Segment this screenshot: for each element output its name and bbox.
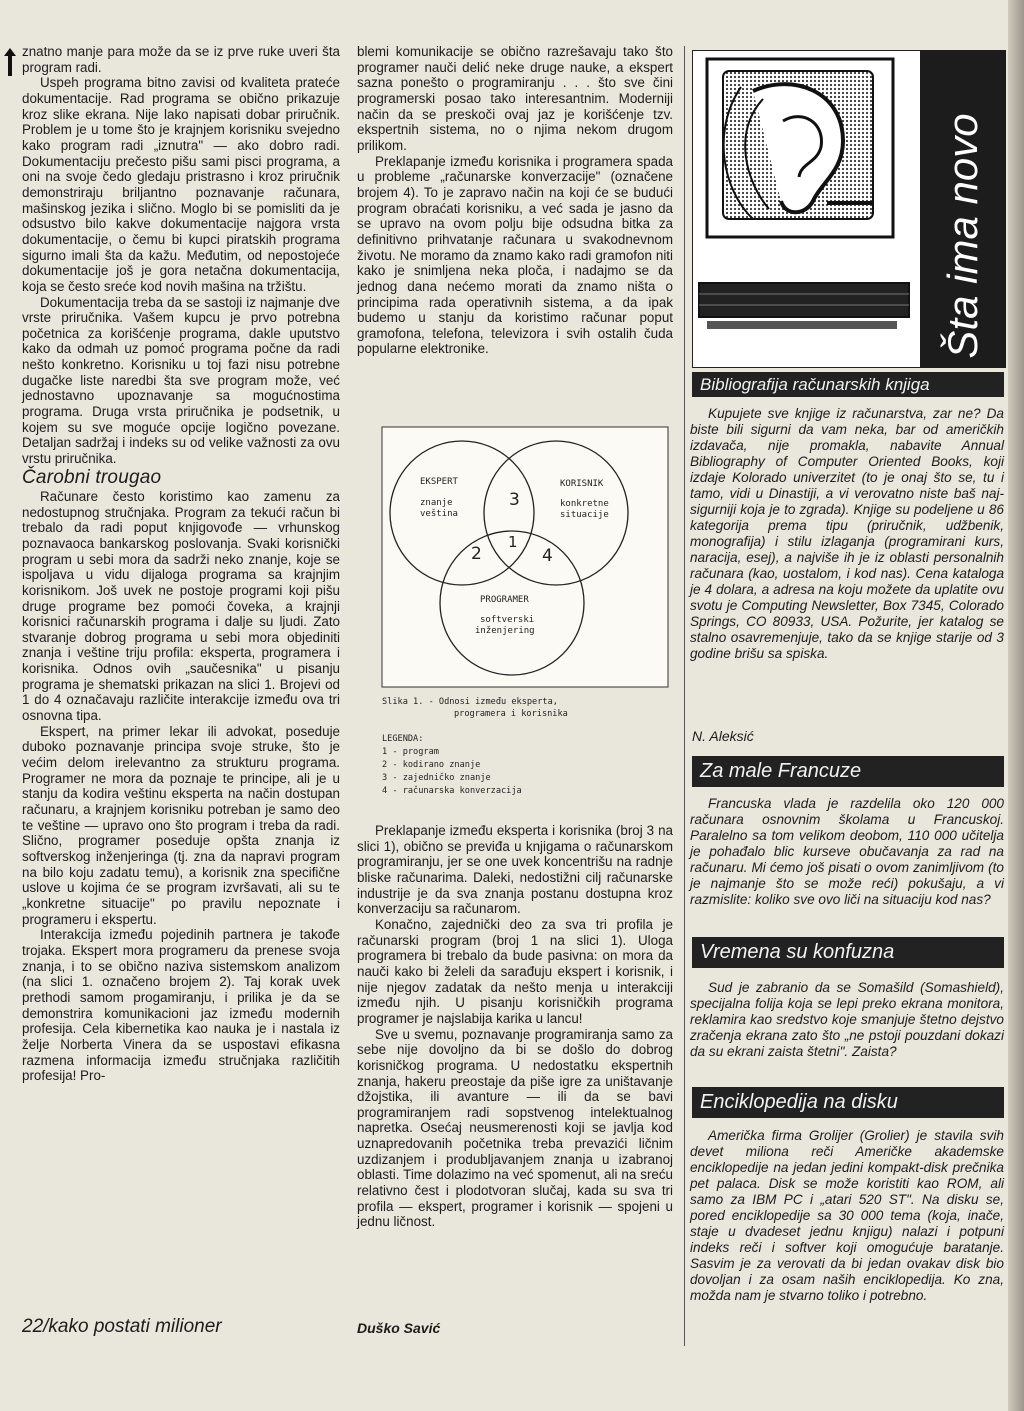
news-author: N. Aleksić	[692, 728, 754, 744]
legend-item: 2 - kodirano znanje	[382, 760, 481, 770]
paragraph: Uspeh programa bitno zavisi od kvaliteta prateće dokumentacije. Rad programa se obično prikazuje kroz slike ekrana. Nije lako napisati dobar priručnik. Problem je u tome što je krajnjem korisniku svejedno kako program radi „iznutra" — ako dobro radi. Dokumentaciju prečesto pišu sami pisci programa, a oni na svoje čedo gledaju pristrasno i kroz priručnik demonstriraju briljantno poznavanje računara, mašinskog jezika i slično. Moglo bi se pomisliti da je odsustvo bilo kakve dokumentacije najgora vrsta dokumentacije, o čemu bi kupci piratskih programa sigurno imali šta da kažu. Međutim, od nepostojeće dokumentacije još je gora netačna dokumentacija, koja se često sreće kod novih mašina na tržištu.	[22, 75, 340, 294]
region-2: 2	[471, 544, 482, 564]
expert-sub-1: znanje	[420, 498, 453, 508]
news-title-encyclopedia: Enciklopedija na disku	[692, 1087, 1004, 1118]
venn-diagram-figure	[368, 425, 670, 805]
news-title-confusing: Vremena su konfuzna	[692, 937, 1004, 968]
programmer-label: PROGRAMER	[480, 595, 529, 605]
news-title-bibliography: Bibliografija računarskih knjiga	[692, 372, 1004, 397]
user-sub-2: situacije	[560, 510, 609, 520]
figure-caption-2: programera i korisnika	[454, 709, 568, 719]
paragraph: Kupujete sve knjige iz računarstva, zar ne? Da biste bili sigurni da vam neka, bar od američkih izdavača, nije promakla, nabavite Annual Bibliography of Computer Oriented Books, koji izdaje Kolorado univerzitet (to je onaj što se, tu i tamo, vidi u Dinastiji, a vi verovatno niste baš naj-sigurniji koja je to zgrada). Knjige su podeljene u 86 kategorija prema tipu (priručnik, udžbenik, monografija) i stilu izlaganja (programirani kurs, naracija, esej), a najviše ih je iz oblasti personalnih računara (kao, uostalom, i kod nas). Cena kataloga je 4 dolara, a adresa na koju možete da uplatite ovu svotu je Computing Newsletter, Box 7345, Colorado Springs, CO 80933, USA. Požurite, jer katalog se stalno osavremenjuje, tako da se knjige starije od 3 godine brišu sa spiska.	[690, 406, 1004, 661]
legend-item: 1 - program	[382, 747, 439, 757]
page-footer: 22/kako postati milioner	[22, 1316, 222, 1337]
paragraph: znatno manje para može da se iz prve ruke uveri šta program radi.	[22, 44, 340, 75]
paragraph: Preklapanje između eksperta i korisnika (broj 3 na slici 1), obično se previđa u knjigama o računarskom programiranju, jer se one uvek koncentrišu na radnje bliske računarima. Daleki, nedostižni cilj računarske industrije je da sva znanja postanu dostupna kroz konverzaciju sa računarom.	[357, 823, 673, 917]
paragraph: Sud je zabranio da se Somašild (Somashield), specijalna folija koja se lepi preko ekrana monitora, reklamira kao sredstvo koje smanjuje štetno dejstvo zračenja ekrana zato što „ne pstoji pouzdani dokazi da su ekrani zaista štetni". Zaista?	[690, 980, 1004, 1059]
news-title-france: Za male Francuze	[692, 756, 1004, 787]
expert-sub-2: veština	[420, 509, 458, 519]
article-column-2-continued	[357, 823, 673, 1230]
venn-diagram	[368, 425, 670, 805]
article-column-2	[357, 44, 673, 357]
paragraph: blemi komunikacije se obično razrešavaju tako što programer nauči delić neke druge nauke, a ekspert sazna ponešto o programiranju . . . što sve čini programerski posao tako interesantnim. Moderniji način da se preskoči ovaj jaz je korišćenje tzv. ekspertnih sistema, no o njima nekom drugom prilikom.	[357, 44, 673, 153]
region-3: 3	[509, 490, 520, 510]
legend-item: 3 - zajedničko znanje	[382, 773, 491, 783]
region-1: 1	[508, 533, 518, 551]
programmer-sub-2: inženjering	[475, 626, 535, 636]
user-sub-1: konkretne	[560, 499, 609, 509]
column-divider	[684, 46, 685, 1346]
news-body-bibliography	[690, 406, 1004, 662]
paragraph: Ekspert, na primer lekar ili advokat, poseduje duboko poznavanje principa svoje struke, što je većim delom irelevantno za strukturu programa. Programer ne mora da poznaje te principe, ali je u stanju da kodira veštinu eksperta na način dostupan računaru, a krajnjem korisniku potreban je samo deo te veštine — upravo ono što program i treba da radi. Slično, programer poseduje opšta znanja iz softverskog inženjeringa (tj. zna da napravi program na bilo koju zadatu temu), a korisnik zna specifične uslove u kojima će se program izvršavati, ali su te „konkretne situacije" po pravilu nepoznate i programeru i ekspertu.	[22, 723, 340, 927]
computer-ear-icon	[693, 51, 921, 367]
user-label: KORISNIK	[560, 479, 604, 489]
expert-label: EKSPERT	[420, 477, 458, 487]
paragraph: Računare često koristimo kao zamenu za nedostupnog stručnjaka. Program za tekući račun bi trebalo da radi poput knjigovođe — vrhunskog poznavaoca bankarskog poslovanja. Svaki korisnički program u sebi mora da sadrži neko znanje, koje se ispoljava u vidu dijaloga programa sa krajnjim korisnikom. Još uvek ne postoje programi koji pišu druge programe bez pomoći čoveka, a krajnji korisnici računarskih programa i dalje su ljudi. Zato stvaranje dobrog programa u sebi mora objediniti znanja i veštine triju profila: eksperta, programera i korisnika. Odnos ovih „saučesnika" u pisanju programa je shematski prikazan na slici 1. Brojevi od 1 do 4 označavaju različite interakcije između ova tri osnovna tipa.	[22, 488, 340, 724]
paragraph: Sve u svemu, poznavanje programiranja samo za sebe nije dovoljno da bi se došlo do dobrog korisničkog programa. U nedostatku ekspertnih znanja, hakeru preostaje da piše igre za uništavanje džojstika, ili avanture — ili da se bavi programiranjem radi sopstvenog intelektualnog napretka. Osećaj neusmerenosti koji se javlja kod uznapredovanih početnika treba prevazići ličnim uzdizanjem i produbljavanjem znanja u izabranoj oblasti. Time dolazimo na već spomenut, ali na sreću relativno čest i plodotvoran slučaj, kada su sva tri profila — ekspert, programer i korisnik — spojeni u jednu ličnost.	[357, 1026, 673, 1230]
legend-title: LEGENDA:	[382, 734, 424, 744]
sidebar-section-title	[920, 50, 1006, 368]
paragraph: Američka firma Grolijer (Grolier) je stavila svih devet miliona reči Američke akademske enciklopedije na jedan jedini kompakt-disk prečnika pet palaca. Disk se može koristiti kao ROM, ali samo za IBM PC i „atari 520 ST". Na disku se, pored enciklopedije sa 30 000 tema (koja, inače, staje u dvadeset jednu knjigu) nalazi i potpuni indeks reči i softver koji omogućuje baratanje. Sasvim je za verovati da bi jedan ovakav disk bio dovoljan i za osam naših enciklopedija. Ko zna, možda nam je stvarno toliko i potrebno.	[690, 1128, 1004, 1303]
news-body-encyclopedia	[690, 1128, 1004, 1304]
paragraph: Dokumentacija treba da se sastoji iz najmanje dve vrste priručnika. Vašem kupcu je prvo potrebna početnica za korišćenje programa, dakle uputstvo kako da odmah uz pomoć programa počne da radi nešto konkretno. Korisniku u toj fazi nisu potrebne dugačke liste naredbi šta sve program može, već jednostavno upoznavanje sa mogućnostima programa. Druga vrsta priručnika je podsetnik, u kojem su sve moguće opcije logično povezane. Detaljan sadržaj i indeks su od velike važnosti za ovu vrstu priručnika.	[22, 294, 340, 467]
paragraph: Preklapanje između korisnika i programera spada u probleme „računarske konverzacije" (označene brojem 4). To je zapravo način na koji će se budući program obraćati korisniku, a već sada je jasno da se upravo na ovom polju bije odsudna bitka za definitivno prihvatanje računara u svakodnevnom životu. Ne moramo da znamo kako radi gramofon niti kako je snimljena neka ploča, i nadajmo se da jednog dana nećemo morati da znamo ništa o principima rada operativnih sistema, a da ipak budemo u stanju da koristimo računar poput gramofona, telefona, televizora i svih ostalih čuda popularne elektronike.	[357, 153, 673, 357]
programmer-sub-1: softverski	[480, 615, 535, 625]
section-title-text: Šta ima novo	[939, 113, 986, 359]
news-body-confusing	[690, 980, 1004, 1060]
news-body-france	[690, 796, 1004, 908]
paragraph: Konačno, zajednički deo za sva tri profila je računarski program (broj 1 na slici 1). Uloga programera bi trebalo da bude pasivna: on mora da nauči kako bi želeli da sarađuju ekspert i korisnik, i nije njegov zadatak da nešto menja u interakciji između njih. U pisanju korisničkih programa programer je najslabija karika u lancu!	[357, 916, 673, 1026]
article-author: Duško Savić	[357, 1320, 441, 1336]
region-4: 4	[542, 546, 553, 566]
page-binding-edge	[1008, 0, 1024, 1411]
article-column-1	[22, 44, 340, 1084]
arrow-bullet-icon	[2, 48, 18, 76]
figure-caption: Slika 1. - Odnosi između eksperta,	[382, 697, 558, 707]
paragraph: Francuska vlada je razdelila oko 120 000 računara osnovnim školama u Francuskoj. Paralelno sa tom velikom deobom, 110 000 učitelja je pohađalo blic kurseve obučavanja za rad na računaru. Mi ćemo još pisati o ovom zanimljivom (to je najmanje što se može reći) pokušaju, a vi razmislite: koliko sve ovo liči na situaciju kod nas?	[690, 796, 1004, 907]
section-heading: Čarobni trougao	[22, 466, 162, 488]
paragraph: Interakcija između pojedinih partnera je takođe trojaka. Ekspert mora programeru da prenese svoja znanja, i to se obično naziva sistemskom analizom (na slici 1. označeno brojem 2). Taj korak uvek prethodi samom progamiranju, i prilika je da se demonstrira komunikacioni jaz između modernih profesija. Cela kibernetika kao nauka je i nastala iz želje Norberta Vinera da se uspostavi efikasna razmena informacija između stručnjaka različitih profesija! Pro-	[22, 927, 340, 1084]
legend-item: 4 - računarska konverzacija	[382, 786, 522, 796]
